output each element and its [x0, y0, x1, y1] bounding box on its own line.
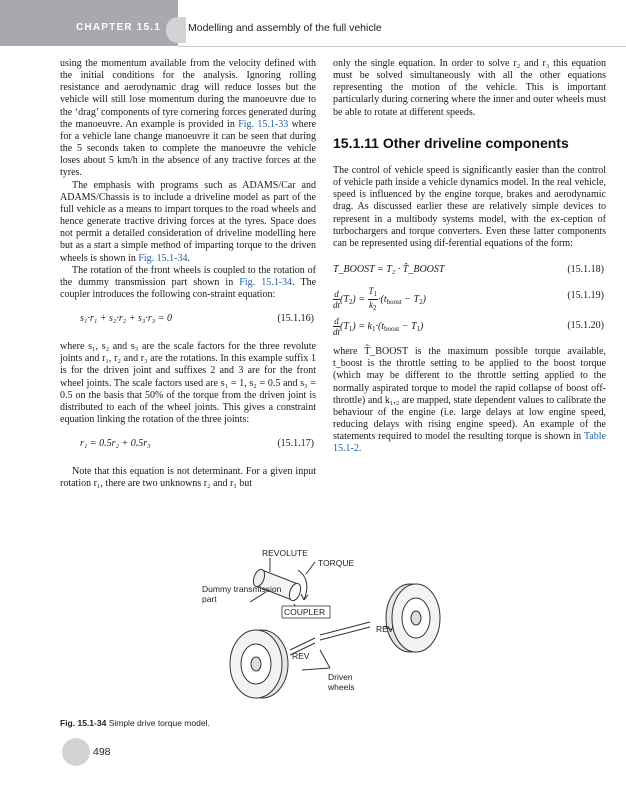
left-paragraph-1: using the momentum available from the velocity defined with the initial conditions for the analysis. Ignoring rolling resistance and aerodynamic drag will reduce losses but the vehicle will still lose momentum during the manoeuvre due to the ‘drag’ components of tyre cornering forces generated during the manoeuvre. An example is provided in Fig. 15.1-33 where for a vehicle lane change manoeuvre it can be seen that during the 5 seconds taken to complete the manoeuvre the vehicle loses about 5 km/h in the absence of any tractive forces at the tyres. — [60, 58, 317, 179]
chapter-title: Modelling and assembly of the full vehicle — [188, 22, 382, 34]
left-paragraph-3: The rotation of the front wheels is coupled to the rotation of the dummy transmission part shown in Fig. 15.1-34. The coupler introduces the following con-straint equation: — [60, 264, 317, 300]
equation-body: $\frac{d}{dt}$ $(T_1) = k_1\cdot(t_{boost} - T_1)$ — [333, 316, 424, 338]
chapter-tab-shape — [166, 17, 186, 43]
equation-15-1-16 — [60, 313, 316, 329]
equation-number: (15.1.18) — [567, 264, 604, 276]
left-paragraph-5: Note that this equation is not determinant. For a given input rotation r₁, there are two unknowns r₂ and r₃ but — [60, 466, 316, 490]
page-header — [0, 0, 626, 46]
torque-arrow-head — [301, 594, 308, 600]
label-torque: TORQUE — [318, 558, 355, 568]
chapter-label: CHAPTER 15.1 — [76, 22, 161, 33]
label-rev-left: REV — [292, 651, 310, 661]
right-wheel — [386, 584, 440, 652]
section-heading: 15.1.11 Other driveline components — [333, 134, 569, 151]
label-coupler: COUPLER — [284, 607, 326, 617]
equation-body: r₁ = 0.5r₂ + 0.5r₃ — [80, 438, 151, 450]
drive-torque-figure — [170, 540, 470, 710]
label-driven-wheels: Driven wheels — [328, 672, 355, 692]
equation-body: s₁·r₁ + s₂·r₂ + s₃·r₃ = 0 — [80, 313, 172, 325]
equation-15-1-19 — [333, 286, 606, 313]
equation-number: (15.1.17) — [277, 438, 314, 450]
figure-link[interactable]: Fig. 15.1-34 — [239, 276, 293, 288]
header-rule — [178, 46, 626, 47]
label-dummy-transmission: Dummy transmission part — [202, 584, 282, 604]
left-column — [60, 58, 316, 491]
equation-number: (15.1.19) — [567, 290, 604, 302]
right-paragraph-1: only the single equation. In order to solve r₂ and r₃ this equation must be solved simultaneously with all the other equations representing the motion of the vehicle. This is important particularly during cornering where the inner and outer wheels must be able to rotate at different speeds. — [333, 58, 606, 118]
right-column — [333, 58, 606, 455]
equation-number: (15.1.20) — [567, 320, 604, 332]
figure-caption — [60, 718, 210, 728]
caption-number: Fig. 15.1-34 — [60, 718, 107, 728]
label-revolute: REVOLUTE — [262, 548, 308, 558]
table-link[interactable]: Table 15.1-2. — [333, 431, 607, 455]
right-paragraph-2: The control of vehicle speed is significantly easier than the control of vehicle path inside a vehicle dynamics model. In the real vehicle, speed is influenced by the engine torque, brakes and aerodynamic drag. As discussed earlier these are relatively simple devices to represent in a multibody systems model, with the ex-ception of turbochargers and torque converters. Even these latter components can be represented using dif-ferential equations of the form: — [333, 164, 606, 249]
equation-15-1-18 — [333, 264, 606, 280]
equation-number: (15.1.16) — [277, 313, 314, 325]
figure-link[interactable]: Fig. 15.1-34 — [138, 252, 188, 264]
right-paragraph-3: where T̂_BOOST is the maximum possible torque available, t_boost is the throttle setting to be applied to the boost torque (which may be different to the throttle setting applied to the normally aspirated torque to model the rapid collapse of boost off-throttle) and k₁,₂ are mapped, state dependent values to calibrate the behaviour of the engine (i.e. large delays at low engine speed, reducing delays with rising engine speed). An example of the statements required to model the resulting torque is shown in Table 15.1-2. — [333, 346, 607, 455]
equation-body: T_BOOST = T₂ · T̂_BOOST — [333, 264, 445, 276]
equation-15-1-17 — [60, 438, 316, 454]
left-paragraph-4: where s₁, s₂ and s₃ are the scale factors for the three revolute joints and r₁, r₂ and r₃ are the rotations. In this example suffix 1 is for the driven joint and suffixes 2 and 3 are for the front wheel joints. The scale factors used are s₁ = 1, s₂ = 0.5 and s₃ = 0.5 on the basis that 50% of the torque from the driven joint is distributed to each of the wheel joints. This gives a constraint equation linking the rotation of the three joints: — [60, 341, 316, 426]
label-rev-right: REV — [376, 624, 394, 634]
equation-15-1-20 — [333, 316, 606, 340]
caption-text: Simple drive torque model. — [108, 718, 210, 728]
page-number-circle — [62, 738, 90, 766]
left-paragraph-2: The emphasis with programs such as ADAMS/Car and ADAMS/Chassis is to include a driveline model as part of the full vehicle as a means to impart torques to the road wheels and hence generate tractive driving forces at the tyres. Space does not permit a detailed consideration of driveline modelling here but as a start a simple method of imparting torque to the driven wheels is shown in Fig. 15.1-34. — [60, 179, 316, 264]
left-wheel — [230, 630, 288, 698]
page-number: 498 — [93, 746, 111, 758]
equation-body: $\frac{d}{dt}$ $(T_2)$ = $\frac{T_1}{k_2}$ $\cdot(t_{boost} - T_2)$ — [333, 286, 426, 313]
figure-link[interactable]: Fig. 15.1-33 — [238, 118, 289, 130]
